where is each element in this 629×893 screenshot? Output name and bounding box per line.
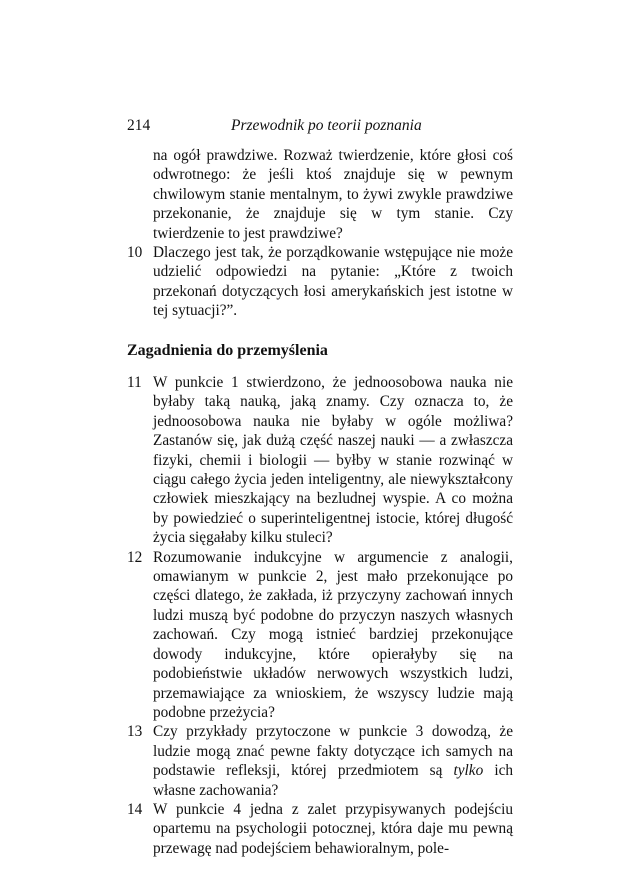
running-title: Przewodnik po teorii poznania (231, 117, 422, 134)
questions-list (127, 373, 513, 858)
question-item-13 (127, 722, 513, 800)
question-item-12 (127, 548, 513, 723)
question-number: 11 (127, 374, 142, 391)
exercise-9-continuation: na ogół prawdziwe. Rozważ twierdzenie, które głosi coś odwrotnego: że jeśli ktoś znajduje się w pewnym chwilowym stanie mentalnym, to żywi zwykle prawdziwe przekonanie, że znajduje się w tym stanie. Czy twierdzenie to jest prawdziwe? (153, 147, 513, 242)
exercise-list-continued (127, 146, 513, 321)
question-item-11 (127, 373, 513, 548)
running-head (127, 116, 523, 136)
question-number: 14 (127, 800, 143, 818)
question-text-part: Czy przykłady przytoczone w punkcie 3 dowodzą, że ludzie mogą znać pewne fakty dotyczące ich samych na podstawie refleksji, której przedmiotem są (153, 723, 513, 780)
question-text: W punkcie 1 stwierdzono, że jednoosobowa nauka nie byłaby taką nauką, jaką znamy. Czy oznacza to, że jednoosobowa nauka nie byłaby w ogóle możliwa? Zastanów się, jak dużą część naszej nauki — a zwłaszcza fizyki, chemii i biologii — byłby w stanie rozwinąć w ciągu całego życia jeden inteligentny, ale niewykształcony człowiek mieszkający na bezludnej wyspie. A co można by powiedzieć o superinteligentnej istocie, której długość życia sięgałaby kilku stuleci? (153, 374, 513, 547)
emphasized-word: tylko (453, 762, 484, 780)
exercise-number: 10 (127, 244, 143, 262)
question-number: 13 (127, 723, 143, 741)
exercise-item-10 (127, 243, 513, 321)
question-text (153, 722, 513, 800)
question-item-14 (127, 800, 513, 858)
question-text-part: ich własne zachowania? (153, 762, 514, 799)
section-heading: Zagadnienia do przemyślenia (127, 342, 328, 359)
page-number: 214 (127, 117, 151, 134)
question-number: 12 (127, 548, 143, 566)
question-text: Rozumowanie indukcyjne w argumencie z analogii, omawianym w punkcie 2, jest mało przekonujące po części dlatego, że zakłada, iż przyczyny zachowań innych ludzi muszą być podobne do przyczyn naszych własnych zachowań. Czy mogą istnieć bardziej przekonujące dowody indukcyjne, które opierałyby się na podobieństwie układów nerwowych wszystkich ludzi, przemawiające za wnioskiem, że wszyscy ludzie mają podobne przeżycia? (153, 548, 513, 721)
question-text: W punkcie 4 jedna z zalet przypisywanych podejściu opartemu na psychologii potocznej, która daje mu pewną przewagę nad podejściem behawioralnym, pole- (153, 800, 513, 857)
exercise-text: Dlaczego jest tak, że porządkowanie wstępujące nie może udzielić odpowiedzi na pytanie: „Które z twoich przekonań dotyczących łosi amerykańskich jest istotne w tej sytuacji?”. (153, 244, 513, 320)
